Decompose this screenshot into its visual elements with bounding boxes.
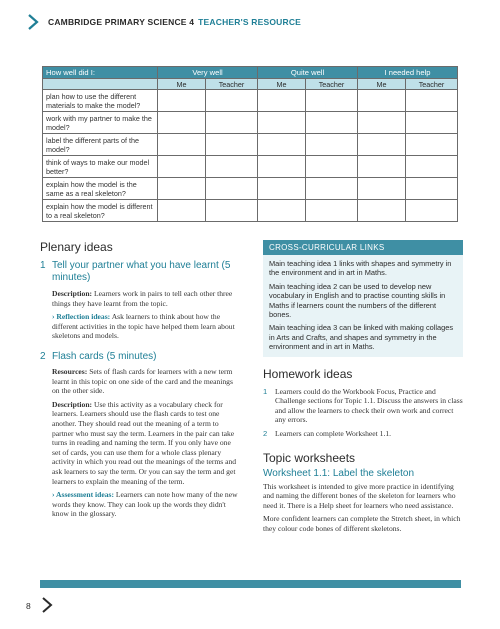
rating-cell bbox=[206, 134, 258, 156]
subheader-blank bbox=[43, 79, 158, 90]
rating-cell bbox=[358, 112, 406, 134]
right-column bbox=[263, 240, 463, 534]
table-row bbox=[43, 134, 458, 156]
worksheet-title: Worksheet 1.1: Label the skeleton bbox=[263, 467, 415, 479]
page-number: 8 bbox=[26, 601, 31, 611]
idea-number: 2 bbox=[40, 350, 46, 362]
rating-cell bbox=[158, 200, 206, 222]
homework-text: Learners can complete Worksheet 1.1. bbox=[275, 429, 392, 439]
rating-cell bbox=[258, 112, 306, 134]
rating-cell bbox=[358, 156, 406, 178]
rating-cell bbox=[158, 134, 206, 156]
idea-number: 1 bbox=[40, 260, 46, 271]
table-header-row bbox=[43, 67, 458, 79]
rating-cell bbox=[306, 134, 358, 156]
homework-item bbox=[263, 387, 463, 425]
homework-text: Learners could do the Workbook Focus, Practice and Challenge sections for Topic 1.1. Discuss the answers in class and allow the learners to check their own work and correct any errors. bbox=[275, 386, 463, 425]
description-label: Description: bbox=[52, 399, 93, 409]
rating-cell bbox=[406, 134, 458, 156]
rating-cell bbox=[258, 156, 306, 178]
footer-bar bbox=[40, 580, 461, 588]
assessment-text: Learners can note how many of the new words they know. They can look up the words they didn't know in the glossary. bbox=[52, 490, 238, 519]
table-corner-label: How well did I: bbox=[43, 67, 158, 79]
description-label: Description: bbox=[52, 289, 93, 298]
description-text: Use this activity as a vocabulary check for learners. Learners should use the flash cards to test one another. They should read out the meaning of a term to partner who must say the term. Learners in the pair can take turns in reading and naming the term. If you only have one set of cards, you can use them for a whole class plenary activity in which you read out the meanings of the terms and ask learners to say the term. Or you can say the term and get learners to explain the meaning of the term. bbox=[52, 399, 237, 486]
resources-text: Sets of flash cards for learners with a new term learnt in this topic on one side of the card and the meanings on the other side. bbox=[52, 366, 233, 396]
cross-link-2: Main teaching idea 2 can be used to develop new vocabulary in English and to practise counting skills in Maths if learners count the numbers of the different bones. bbox=[269, 281, 446, 320]
rating-cell bbox=[258, 134, 306, 156]
homework-item bbox=[263, 429, 463, 439]
subcol-teacher: Teacher bbox=[206, 79, 258, 90]
assessment-label: › Assessment ideas: bbox=[52, 490, 115, 500]
description-text: Learners work in pairs to tell each other three things they have learnt from the topic. bbox=[52, 289, 233, 308]
worksheet-description: This worksheet is intended to give more practice in identifying and naming the different bones of the skeleton for learners who need it. There is a Help sheet for learners who need assistance. bbox=[263, 481, 456, 510]
idea-1-reflection bbox=[52, 312, 240, 341]
rating-cell bbox=[358, 200, 406, 222]
plenary-heading: Plenary ideas bbox=[40, 240, 113, 254]
subcol-teacher: Teacher bbox=[406, 79, 458, 90]
worksheet-stretch-note: More confident learners can complete the Stretch sheet, in which they colour code bones of different skeletons. bbox=[263, 514, 461, 533]
cross-link-3: Main teaching idea 3 can be linked with making collages in Arts and Crafts, and shapes and symmetry in the environment and in art in Maths. bbox=[269, 323, 454, 352]
rating-cell bbox=[358, 90, 406, 112]
cross-curricular-panel bbox=[263, 240, 463, 357]
rating-cell bbox=[306, 156, 358, 178]
row-question: explain how the model is different to a real skeleton? bbox=[43, 200, 158, 222]
homework-number: 2 bbox=[263, 429, 268, 439]
rating-cell bbox=[306, 178, 358, 200]
row-question: label the different parts of the model? bbox=[43, 134, 158, 156]
rating-cell bbox=[406, 112, 458, 134]
table-row bbox=[43, 200, 458, 222]
row-question: explain how the model is the same as a real skeleton? bbox=[43, 178, 158, 200]
subcol-me: Me bbox=[158, 79, 206, 90]
table-row bbox=[43, 178, 458, 200]
chevron-right-icon bbox=[40, 597, 54, 613]
rating-cell bbox=[306, 200, 358, 222]
table-row bbox=[43, 156, 458, 178]
book-title: CAMBRIDGE PRIMARY SCIENCE 4 bbox=[48, 17, 195, 27]
plenary-idea-1-title bbox=[40, 260, 240, 284]
rating-cell bbox=[406, 90, 458, 112]
subcol-me: Me bbox=[258, 79, 306, 90]
chevron-right-icon bbox=[26, 14, 40, 30]
row-question: plan how to use the different materials to make the model? bbox=[43, 90, 158, 112]
table-subheader-row bbox=[43, 79, 458, 90]
rating-cell bbox=[358, 178, 406, 200]
row-question: work with my partner to make the model? bbox=[43, 112, 158, 134]
row-question: think of ways to make our model better? bbox=[43, 156, 158, 178]
rating-cell bbox=[206, 90, 258, 112]
idea-2-assessment bbox=[52, 490, 240, 519]
cross-link-1: Main teaching idea 1 links with shapes and symmetry in the environment and in art in Maths. bbox=[269, 259, 452, 278]
resources-label: Resources: bbox=[52, 366, 88, 376]
homework-heading: Homework ideas bbox=[263, 366, 353, 381]
table-row bbox=[43, 112, 458, 134]
rating-cell bbox=[358, 134, 406, 156]
plenary-section bbox=[40, 240, 240, 519]
homework-number: 1 bbox=[263, 386, 268, 396]
reflection-label: › Reflection ideas: bbox=[52, 312, 111, 322]
group-very-well: Very well bbox=[158, 67, 258, 79]
rating-cell bbox=[158, 156, 206, 178]
rating-cell bbox=[258, 200, 306, 222]
self-assessment-table bbox=[42, 66, 458, 222]
group-needed-help: I needed help bbox=[358, 67, 458, 79]
rating-cell bbox=[206, 112, 258, 134]
rating-cell bbox=[258, 90, 306, 112]
rating-cell bbox=[306, 90, 358, 112]
rating-cell bbox=[406, 178, 458, 200]
rating-cell bbox=[206, 156, 258, 178]
rating-cell bbox=[406, 200, 458, 222]
rating-cell bbox=[306, 112, 358, 134]
rating-cell bbox=[406, 156, 458, 178]
idea-title-text: Tell your partner what you have learnt (5 minutes) bbox=[52, 260, 231, 283]
reflection-text: Ask learners to think about how the different activities in the topic have helped them learn about skeletons and models. bbox=[52, 312, 235, 341]
cross-curricular-body bbox=[263, 255, 463, 357]
idea-2-description bbox=[52, 400, 240, 486]
running-header bbox=[26, 11, 301, 33]
rating-cell bbox=[158, 112, 206, 134]
rating-cell bbox=[206, 200, 258, 222]
subcol-me: Me bbox=[358, 79, 406, 90]
rating-cell bbox=[206, 178, 258, 200]
worksheets-heading: Topic worksheets bbox=[263, 450, 356, 465]
group-quite-well: Quite well bbox=[258, 67, 358, 79]
plenary-idea-2-title bbox=[40, 351, 240, 363]
idea-2-resources bbox=[52, 367, 240, 396]
rating-cell bbox=[158, 90, 206, 112]
table-row bbox=[43, 90, 458, 112]
idea-1-description bbox=[52, 289, 240, 308]
idea-title-text: Flash cards (5 minutes) bbox=[52, 350, 157, 362]
resource-title: TEACHER'S RESOURCE bbox=[198, 17, 302, 27]
rating-cell bbox=[158, 178, 206, 200]
subcol-teacher: Teacher bbox=[306, 79, 358, 90]
rating-cell bbox=[258, 178, 306, 200]
cross-curricular-heading: CROSS-CURRICULAR LINKS bbox=[263, 240, 463, 255]
